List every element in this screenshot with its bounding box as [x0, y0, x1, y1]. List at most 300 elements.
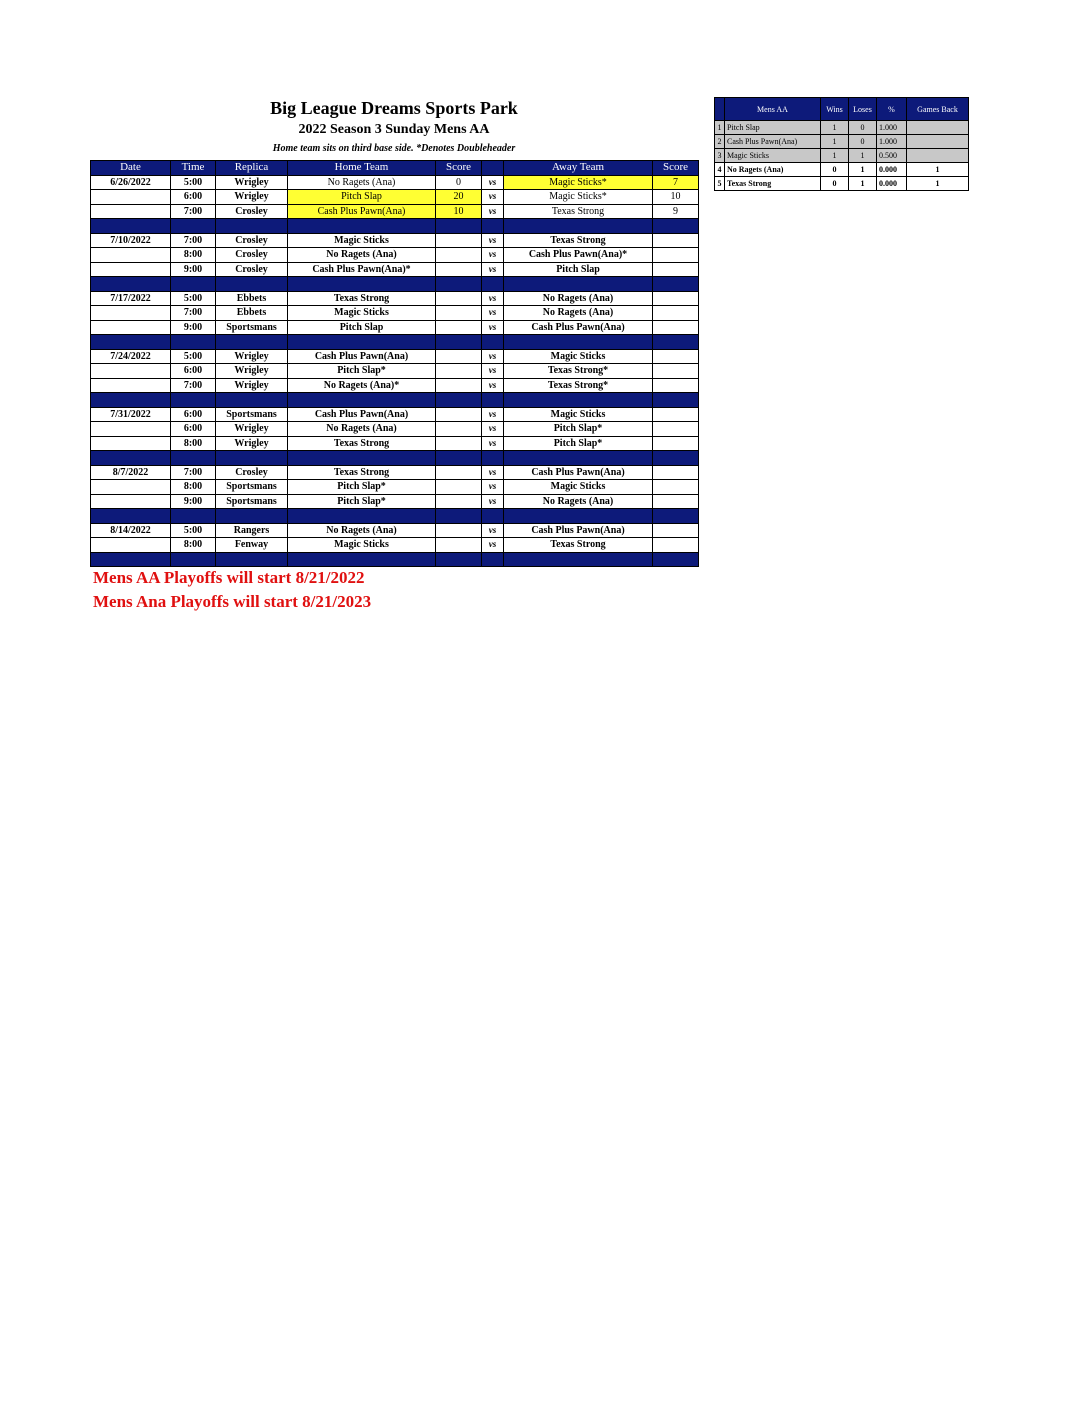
table-row	[91, 465, 699, 480]
standings-loses: 0	[849, 135, 877, 149]
home-team: Cash Plus Pawn(Ana)	[288, 407, 436, 422]
separator-cell	[91, 509, 171, 524]
separator-cell	[504, 552, 653, 567]
col-home-score: Score	[436, 161, 482, 176]
separator-cell	[216, 335, 288, 350]
home-score	[436, 523, 482, 538]
away-score	[653, 465, 699, 480]
game-date	[91, 378, 171, 393]
vs-label: vs	[482, 436, 504, 451]
game-date: 6/26/2022	[91, 175, 171, 190]
standings-games-back: 1	[907, 163, 969, 177]
separator-cell	[504, 509, 653, 524]
table-row	[91, 364, 699, 379]
away-score	[653, 422, 699, 437]
game-replica: Wrigley	[216, 175, 288, 190]
col-time: Time	[171, 161, 216, 176]
away-score	[653, 523, 699, 538]
home-score	[436, 262, 482, 277]
home-score	[436, 465, 482, 480]
home-team: Magic Sticks	[288, 538, 436, 553]
game-replica: Wrigley	[216, 349, 288, 364]
col-home-team: Home Team	[288, 161, 436, 176]
away-score	[653, 233, 699, 248]
standings-col-division: Mens AA	[725, 98, 821, 121]
away-team: Magic Sticks	[504, 480, 653, 495]
standings-pct: 0.000	[877, 177, 907, 191]
away-score	[653, 494, 699, 509]
away-score	[653, 538, 699, 553]
doubleheader-note: Home team sits on third base side. *Denotes Doubleheader	[272, 143, 516, 154]
away-team: Texas Strong	[504, 538, 653, 553]
standings-row	[715, 135, 969, 149]
standings-wins: 0	[821, 163, 849, 177]
separator-cell	[288, 451, 436, 466]
separator-cell	[216, 277, 288, 292]
separator-cell	[288, 393, 436, 408]
away-team: Texas Strong	[504, 233, 653, 248]
standings-rank: 1	[715, 121, 725, 135]
separator-cell	[288, 335, 436, 350]
game-time: 7:00	[171, 378, 216, 393]
vs-label: vs	[482, 233, 504, 248]
home-team: Pitch Slap*	[288, 480, 436, 495]
game-replica: Ebbets	[216, 306, 288, 321]
col-away-team: Away Team	[504, 161, 653, 176]
separator-cell	[653, 509, 699, 524]
home-score	[436, 480, 482, 495]
separator-cell	[216, 393, 288, 408]
home-score	[436, 378, 482, 393]
separator-cell	[436, 335, 482, 350]
game-time: 9:00	[171, 494, 216, 509]
separator-cell	[171, 552, 216, 567]
separator-cell	[91, 277, 171, 292]
separator-cell	[482, 335, 504, 350]
standings-row	[715, 177, 969, 191]
home-team: Cash Plus Pawn(Ana)	[288, 204, 436, 219]
game-date: 7/17/2022	[91, 291, 171, 306]
separator-cell	[171, 277, 216, 292]
game-date: 7/10/2022	[91, 233, 171, 248]
game-date	[91, 320, 171, 335]
standings-col-games-back: Games Back	[907, 98, 969, 121]
page-subtitle: 2022 Season 3 Sunday Mens AA	[298, 122, 490, 137]
game-time: 7:00	[171, 465, 216, 480]
separator-cell	[504, 451, 653, 466]
away-team: Pitch Slap	[504, 262, 653, 277]
schedule-header-row	[91, 161, 699, 176]
away-score: 10	[653, 190, 699, 205]
game-time: 9:00	[171, 320, 216, 335]
table-row	[91, 248, 699, 263]
vs-label: vs	[482, 291, 504, 306]
home-team: Texas Strong	[288, 465, 436, 480]
game-time: 7:00	[171, 306, 216, 321]
separator-cell	[171, 509, 216, 524]
game-time: 8:00	[171, 538, 216, 553]
game-replica: Sportsmans	[216, 480, 288, 495]
game-date	[91, 422, 171, 437]
away-team: Pitch Slap*	[504, 422, 653, 437]
standings-table	[714, 97, 969, 191]
separator-cell	[653, 451, 699, 466]
away-team: Cash Plus Pawn(Ana)	[504, 465, 653, 480]
standings-header-row	[715, 98, 969, 121]
vs-label: vs	[482, 349, 504, 364]
separator-cell	[482, 451, 504, 466]
game-replica: Wrigley	[216, 364, 288, 379]
separator-cell	[482, 219, 504, 234]
standings-games-back	[907, 121, 969, 135]
week-separator	[91, 509, 699, 524]
game-date	[91, 306, 171, 321]
home-team: Cash Plus Pawn(Ana)*	[288, 262, 436, 277]
separator-cell	[216, 451, 288, 466]
separator-cell	[436, 219, 482, 234]
schedule-body	[91, 175, 699, 567]
separator-cell	[504, 277, 653, 292]
game-replica: Rangers	[216, 523, 288, 538]
away-team: Cash Plus Pawn(Ana)	[504, 320, 653, 335]
vs-label: vs	[482, 480, 504, 495]
col-away-score: Score	[653, 161, 699, 176]
separator-cell	[436, 509, 482, 524]
game-time: 6:00	[171, 364, 216, 379]
table-row	[91, 190, 699, 205]
away-score	[653, 306, 699, 321]
game-date	[91, 190, 171, 205]
home-score	[436, 422, 482, 437]
away-team: No Ragets (Ana)	[504, 494, 653, 509]
game-replica: Crosley	[216, 465, 288, 480]
game-time: 5:00	[171, 291, 216, 306]
game-date	[91, 248, 171, 263]
away-score: 7	[653, 175, 699, 190]
game-date	[91, 480, 171, 495]
home-score	[436, 291, 482, 306]
standings-rank: 4	[715, 163, 725, 177]
separator-cell	[171, 219, 216, 234]
separator-cell	[288, 219, 436, 234]
game-date	[91, 538, 171, 553]
home-score: 20	[436, 190, 482, 205]
home-score	[436, 349, 482, 364]
schedule-table	[90, 160, 699, 567]
vs-label: vs	[482, 465, 504, 480]
game-replica: Wrigley	[216, 190, 288, 205]
separator-cell	[436, 277, 482, 292]
home-team: Pitch Slap*	[288, 364, 436, 379]
game-time: 7:00	[171, 233, 216, 248]
away-score: 9	[653, 204, 699, 219]
game-time: 5:00	[171, 175, 216, 190]
page-title: Big League Dreams Sports Park	[270, 98, 518, 118]
table-row	[91, 422, 699, 437]
table-row	[91, 262, 699, 277]
game-time: 6:00	[171, 422, 216, 437]
game-time: 7:00	[171, 204, 216, 219]
vs-label: vs	[482, 248, 504, 263]
game-replica: Sportsmans	[216, 494, 288, 509]
home-score	[436, 233, 482, 248]
game-time: 8:00	[171, 248, 216, 263]
separator-cell	[171, 335, 216, 350]
standings-team: Magic Sticks	[725, 149, 821, 163]
week-separator	[91, 451, 699, 466]
home-score	[436, 436, 482, 451]
separator-cell	[653, 393, 699, 408]
game-replica: Wrigley	[216, 436, 288, 451]
separator-cell	[288, 552, 436, 567]
col-replica: Replica	[216, 161, 288, 176]
game-replica: Fenway	[216, 538, 288, 553]
standings-pct: 1.000	[877, 135, 907, 149]
game-replica: Crosley	[216, 233, 288, 248]
vs-label: vs	[482, 204, 504, 219]
table-row	[91, 523, 699, 538]
away-team: Magic Sticks*	[504, 175, 653, 190]
game-time: 5:00	[171, 349, 216, 364]
standings-row	[715, 163, 969, 177]
home-team: Pitch Slap*	[288, 494, 436, 509]
standings-col-wins: Wins	[821, 98, 849, 121]
away-score	[653, 407, 699, 422]
separator-cell	[653, 219, 699, 234]
table-row	[91, 378, 699, 393]
standings-rank: 2	[715, 135, 725, 149]
separator-cell	[288, 509, 436, 524]
separator-cell	[504, 393, 653, 408]
home-score	[436, 494, 482, 509]
home-team: Pitch Slap	[288, 320, 436, 335]
away-team: Cash Plus Pawn(Ana)*	[504, 248, 653, 263]
home-score	[436, 306, 482, 321]
home-team: Texas Strong	[288, 291, 436, 306]
game-date: 8/7/2022	[91, 465, 171, 480]
game-date	[91, 364, 171, 379]
game-time: 6:00	[171, 407, 216, 422]
away-team: Texas Strong*	[504, 364, 653, 379]
standings-body	[715, 121, 969, 191]
standings-loses: 1	[849, 163, 877, 177]
col-date: Date	[91, 161, 171, 176]
standings-pct: 0.500	[877, 149, 907, 163]
table-row	[91, 233, 699, 248]
vs-label: vs	[482, 190, 504, 205]
away-score	[653, 291, 699, 306]
game-replica: Wrigley	[216, 422, 288, 437]
away-team: Magic Sticks	[504, 407, 653, 422]
separator-cell	[482, 393, 504, 408]
away-team: No Ragets (Ana)	[504, 306, 653, 321]
away-team: Magic Sticks	[504, 349, 653, 364]
week-separator	[91, 393, 699, 408]
week-separator	[91, 335, 699, 350]
standings-loses: 1	[849, 149, 877, 163]
home-team: No Ragets (Ana)	[288, 523, 436, 538]
game-replica: Sportsmans	[216, 407, 288, 422]
game-date	[91, 262, 171, 277]
separator-cell	[436, 552, 482, 567]
away-score	[653, 480, 699, 495]
week-separator	[91, 552, 699, 567]
table-row	[91, 480, 699, 495]
standings-loses: 0	[849, 121, 877, 135]
separator-cell	[482, 277, 504, 292]
game-replica: Wrigley	[216, 378, 288, 393]
game-date: 8/14/2022	[91, 523, 171, 538]
week-separator	[91, 219, 699, 234]
table-row	[91, 494, 699, 509]
week-separator	[91, 277, 699, 292]
separator-cell	[216, 509, 288, 524]
vs-label: vs	[482, 523, 504, 538]
vs-label: vs	[482, 422, 504, 437]
vs-label: vs	[482, 175, 504, 190]
table-row	[91, 407, 699, 422]
away-score	[653, 320, 699, 335]
separator-cell	[91, 335, 171, 350]
home-team: No Ragets (Ana)	[288, 175, 436, 190]
game-date: 7/24/2022	[91, 349, 171, 364]
standings-rank: 3	[715, 149, 725, 163]
game-time: 6:00	[171, 190, 216, 205]
game-replica: Ebbets	[216, 291, 288, 306]
home-score: 10	[436, 204, 482, 219]
standings-games-back	[907, 149, 969, 163]
playoffs-notice-aa: Mens AA Playoffs will start 8/21/2022	[93, 568, 365, 587]
separator-cell	[288, 277, 436, 292]
away-score	[653, 262, 699, 277]
vs-label: vs	[482, 538, 504, 553]
vs-label: vs	[482, 262, 504, 277]
home-score	[436, 407, 482, 422]
game-date	[91, 494, 171, 509]
home-score	[436, 248, 482, 263]
standings-team: Texas Strong	[725, 177, 821, 191]
vs-label: vs	[482, 378, 504, 393]
standings-wins: 1	[821, 121, 849, 135]
separator-cell	[171, 451, 216, 466]
home-team: No Ragets (Ana)	[288, 422, 436, 437]
standings-team: Cash Plus Pawn(Ana)	[725, 135, 821, 149]
away-score	[653, 436, 699, 451]
game-date	[91, 436, 171, 451]
playoffs-notice-ana: Mens Ana Playoffs will start 8/21/2023	[93, 592, 372, 611]
vs-label: vs	[482, 364, 504, 379]
game-replica: Crosley	[216, 248, 288, 263]
standings-team: Pitch Slap	[725, 121, 821, 135]
standings-team: No Ragets (Ana)	[725, 163, 821, 177]
standings-pct: 1.000	[877, 121, 907, 135]
game-date: 7/31/2022	[91, 407, 171, 422]
separator-cell	[91, 451, 171, 466]
vs-label: vs	[482, 494, 504, 509]
separator-cell	[171, 393, 216, 408]
standings-games-back	[907, 135, 969, 149]
vs-label: vs	[482, 407, 504, 422]
separator-cell	[482, 509, 504, 524]
standings-col-pct: %	[877, 98, 907, 121]
standings-rank-header	[715, 98, 725, 121]
standings-row	[715, 121, 969, 135]
table-row	[91, 320, 699, 335]
home-score: 0	[436, 175, 482, 190]
separator-cell	[653, 335, 699, 350]
separator-cell	[482, 552, 504, 567]
standings-wins: 0	[821, 177, 849, 191]
col-vs	[482, 161, 504, 176]
table-row	[91, 175, 699, 190]
away-score	[653, 349, 699, 364]
game-replica: Crosley	[216, 204, 288, 219]
table-row	[91, 204, 699, 219]
separator-cell	[436, 451, 482, 466]
separator-cell	[91, 393, 171, 408]
home-team: Magic Sticks	[288, 233, 436, 248]
home-team: Magic Sticks	[288, 306, 436, 321]
separator-cell	[216, 552, 288, 567]
separator-cell	[653, 277, 699, 292]
away-team: Texas Strong*	[504, 378, 653, 393]
table-row	[91, 306, 699, 321]
home-score	[436, 538, 482, 553]
standings-row	[715, 149, 969, 163]
away-team: No Ragets (Ana)	[504, 291, 653, 306]
standings-col-loses: Loses	[849, 98, 877, 121]
game-date	[91, 204, 171, 219]
game-replica: Sportsmans	[216, 320, 288, 335]
home-team: No Ragets (Ana)*	[288, 378, 436, 393]
standings-pct: 0.000	[877, 163, 907, 177]
away-score	[653, 364, 699, 379]
game-time: 5:00	[171, 523, 216, 538]
away-team: Pitch Slap*	[504, 436, 653, 451]
game-time: 8:00	[171, 436, 216, 451]
table-row	[91, 349, 699, 364]
home-score	[436, 320, 482, 335]
table-row	[91, 436, 699, 451]
table-row	[91, 538, 699, 553]
standings-loses: 1	[849, 177, 877, 191]
standings-wins: 1	[821, 135, 849, 149]
separator-cell	[504, 335, 653, 350]
separator-cell	[216, 219, 288, 234]
game-time: 8:00	[171, 480, 216, 495]
away-team: Texas Strong	[504, 204, 653, 219]
game-replica: Crosley	[216, 262, 288, 277]
home-team: Pitch Slap	[288, 190, 436, 205]
standings-games-back: 1	[907, 177, 969, 191]
home-team: Texas Strong	[288, 436, 436, 451]
separator-cell	[91, 219, 171, 234]
vs-label: vs	[482, 320, 504, 335]
table-row	[91, 291, 699, 306]
away-team: Magic Sticks*	[504, 190, 653, 205]
standings-wins: 1	[821, 149, 849, 163]
home-team: No Ragets (Ana)	[288, 248, 436, 263]
home-team: Cash Plus Pawn(Ana)	[288, 349, 436, 364]
away-team: Cash Plus Pawn(Ana)	[504, 523, 653, 538]
separator-cell	[436, 393, 482, 408]
away-score	[653, 248, 699, 263]
home-score	[436, 364, 482, 379]
separator-cell	[91, 552, 171, 567]
standings-rank: 5	[715, 177, 725, 191]
vs-label: vs	[482, 306, 504, 321]
separator-cell	[653, 552, 699, 567]
